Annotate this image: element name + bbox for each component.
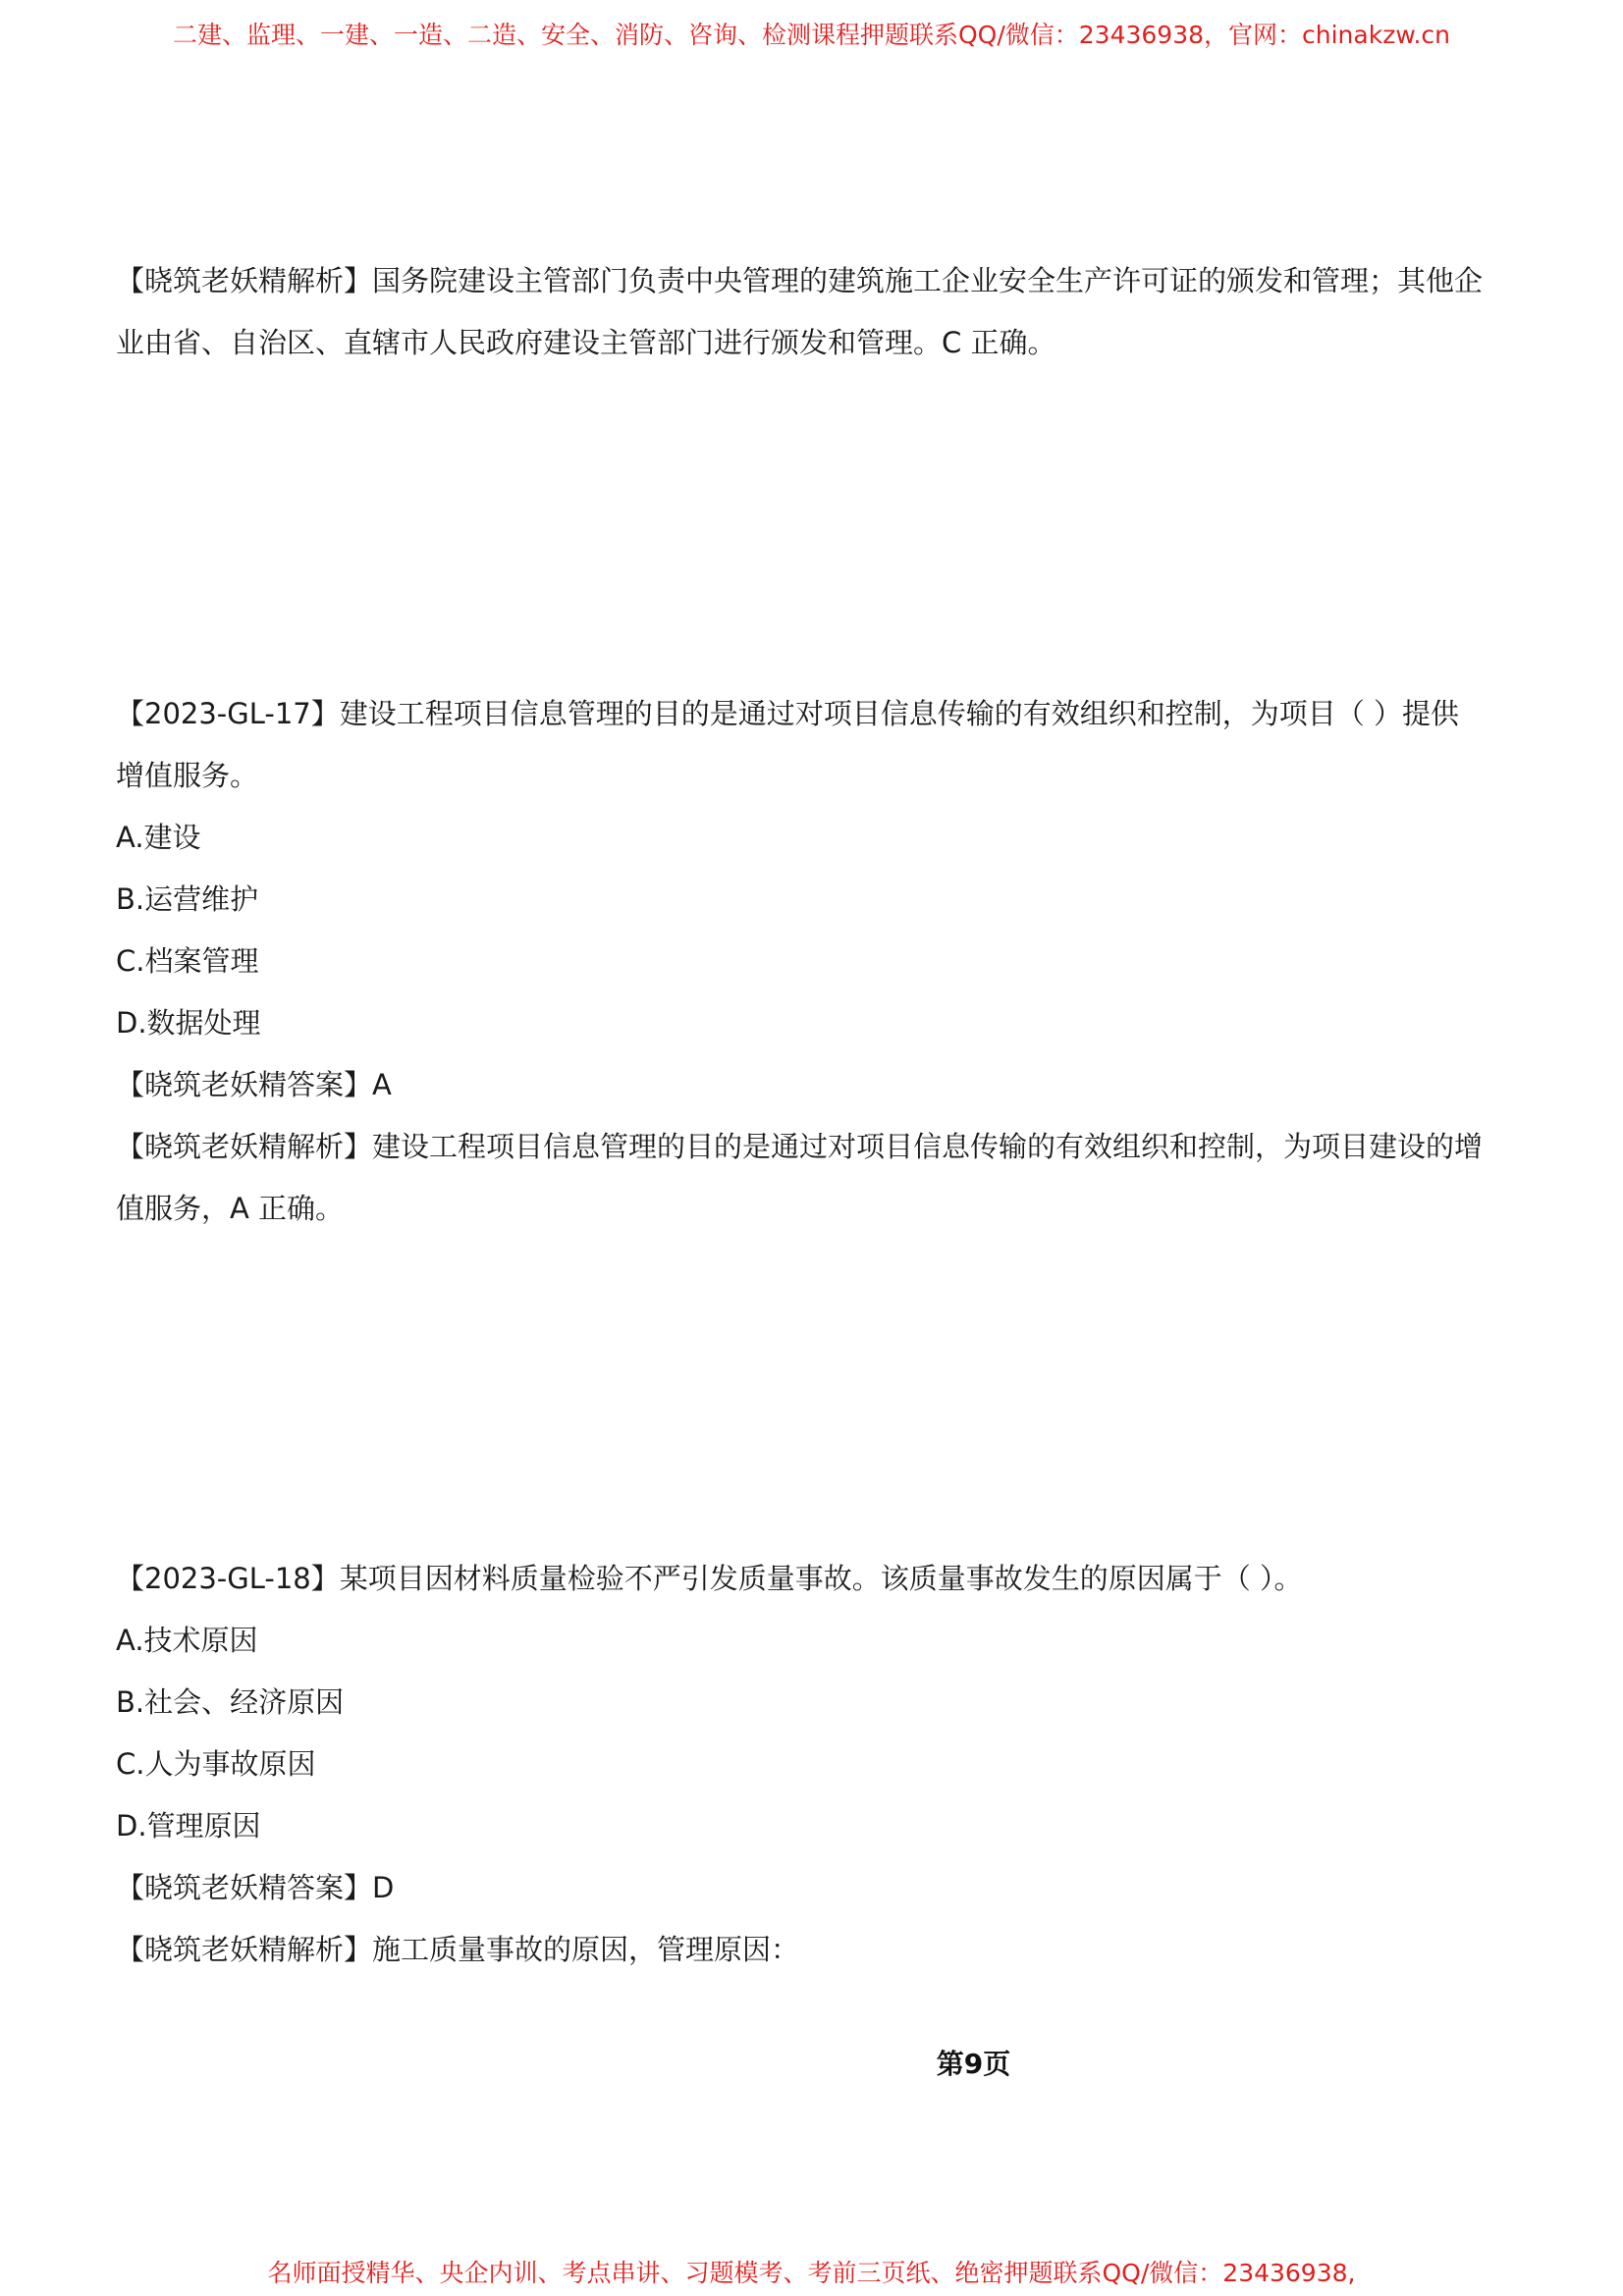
question-17-analysis-cont: 值服务，A 正确。 xyxy=(116,1192,345,1225)
question-17-option-c: C.档案管理 xyxy=(116,944,259,978)
page-number: 第9页 xyxy=(936,2048,1011,2080)
analysis-line: 业由省、自治区、直辖市人民政府建设主管部门进行颁发和管理。C 正确。 xyxy=(116,326,1056,359)
question-18-option-d: D.管理原因 xyxy=(116,1809,261,1842)
question-17-option-d: D.数据处理 xyxy=(116,1006,261,1040)
question-17-stem-cont: 增值服务。 xyxy=(116,759,259,792)
question-17-option-a: A.建设 xyxy=(116,821,201,854)
analysis-line: 【晓筑老妖精解析】国务院建设主管部门负责中央管理的建筑施工企业安全生产许可证的颁发和管理；其他企 xyxy=(116,264,1484,297)
question-18-option-a: A.技术原因 xyxy=(116,1624,258,1657)
question-18-stem: 【2023-GL-18】某项目因材料质量检验不严引发质量事故。该质量事故发生的原因属于（ ）。 xyxy=(116,1562,1303,1595)
footer-banner: 名师面授精华、央企内训、考点串讲、习题模考、考前三页纸、绝密押题联系QQ/微信：23436938, xyxy=(267,2259,1356,2287)
question-18-option-c: C.人为事故原因 xyxy=(116,1747,316,1781)
question-18-answer: 【晓筑老妖精答案】D xyxy=(116,1871,395,1904)
question-18-option-b: B.社会、经济原因 xyxy=(116,1685,345,1719)
question-17-stem: 【2023-GL-17】建设工程项目信息管理的目的是通过对项目信息传输的有效组织和控制，为项目（ ）提供 xyxy=(116,697,1459,730)
question-17-option-b: B.运营维护 xyxy=(116,882,259,916)
header-banner: 二建、监理、一建、一造、二造、安全、消防、咨询、检测课程押题联系QQ/微信：23436938，官网：chinakzw.cn xyxy=(172,21,1451,49)
question-18-analysis: 【晓筑老妖精解析】施工质量事故的原因，管理原因： xyxy=(116,1933,800,1966)
question-17-answer: 【晓筑老妖精答案】A xyxy=(116,1068,392,1101)
question-17-analysis: 【晓筑老妖精解析】建设工程项目信息管理的目的是通过对项目信息传输的有效组织和控制，为项目建设的增 xyxy=(116,1130,1484,1163)
